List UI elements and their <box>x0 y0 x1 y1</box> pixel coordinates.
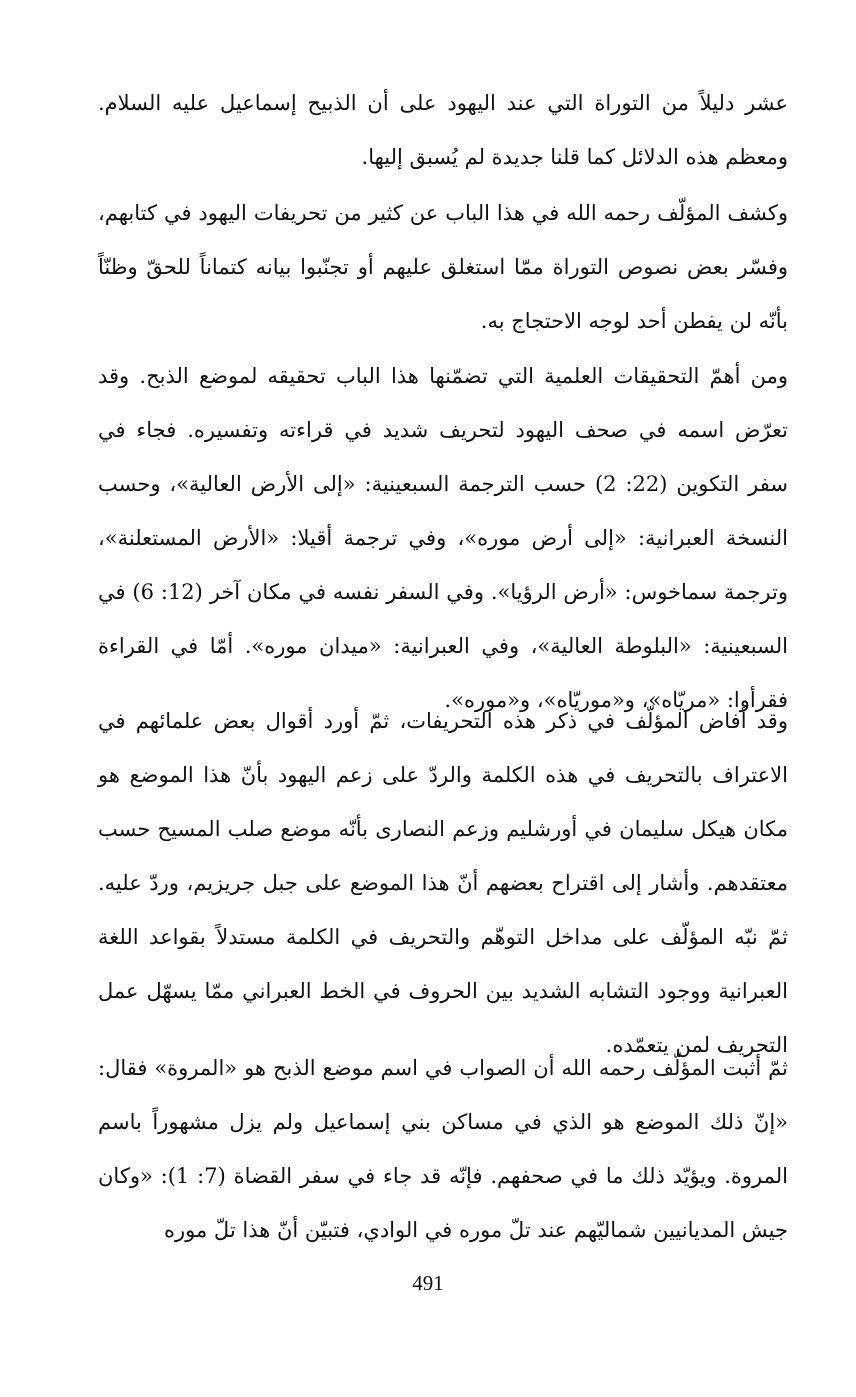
paragraph-5: ثمّ أثبت المؤلّف رحمه الله أن الصواب في اسم موضع الذبح هو «المروة» فقال: «إنّ ذلك الموضع هو الذي في مساكن بني إسماعيل ولم يزل مشهوراً باسم المروة. ويؤيّد ذلك ما في صحفهم. فإنّه قد جاء في سفر القضاة (7: 1): «وكان جيش المديانيين شماليّهم عند تلّ موره في الوادي، فتبيّن أنّ هذا تلّ موره <box>98 1056 788 1242</box>
paragraph-2: وكشف المؤلّف رحمه الله في هذا الباب عن كثير من تحريفات اليهود في كتابهم، وفسّر بعض نصوص التوراة ممّا استغلق عليهم أو تجنّبوا بيانه كتماناً للحقّ وظنّاً بأنّه لن يفطن أحد لوجه الاحتجاج به. <box>98 201 788 333</box>
paragraph-4: وقد أفاض المؤلّف في ذكر هذه التحريفات، ثمّ أورد أقوال بعض علمائهم في الاعتراف بالتحريف في هذه الكلمة والردّ على زعم اليهود بأنّ هذا الموضع هو مكان هيكل سليمان في أورشليم وزعم النصارى بأنّه موضع صلب المسيح حسب معتقدهم. وأشار إلى اقتراح بعضهم أنّ هذا الموضع على جبل جريزيم، وردّ عليه. ثمّ نبّه المؤلّف على مداخل التوهّم والتحريف في الكلمة مستدلاً بقواعد اللغة العبرانية ووجود التشابه الشديد بين الحروف في الخط العبراني ممّا يسهّل عمل التحريف لمن يتعمّده. <box>98 709 788 1057</box>
paragraph-1: عشر دليلاً من التوراة التي عند اليهود على أن الذبيح إسماعيل عليه السلام. ومعظم هذه الدلائل كما قلنا جديدة لم يُسبق إليها. <box>98 91 788 169</box>
page-number: 491 <box>412 1271 444 1295</box>
paragraph-3: ومن أهمّ التحقيقات العلمية التي تضمّنها هذا الباب تحقيقه لموضع الذبح. وقد تعرّض اسمه في صحف اليهود لتحريف شديد في قراءته وتفسيره. فجاء في سفر التكوين (22: 2) حسب الترجمة السبعينية: «إلى الأرض العالية»، وحسب النسخة العبرانية: «إلى أرض موره»، وفي ترجمة أقيلا: «الأرض المستعلنة»، وترجمة سماخوس: «أرض الرؤيا». وفي السفر نفسه في مكان آخر (12: 6) في السبعينية: «البلوطة العالية»، وفي العبرانية: «ميدان موره». أمّا في القراءة فقرأوا: «مريّاه»، و«موريّاه»، و«موره». <box>98 364 788 712</box>
